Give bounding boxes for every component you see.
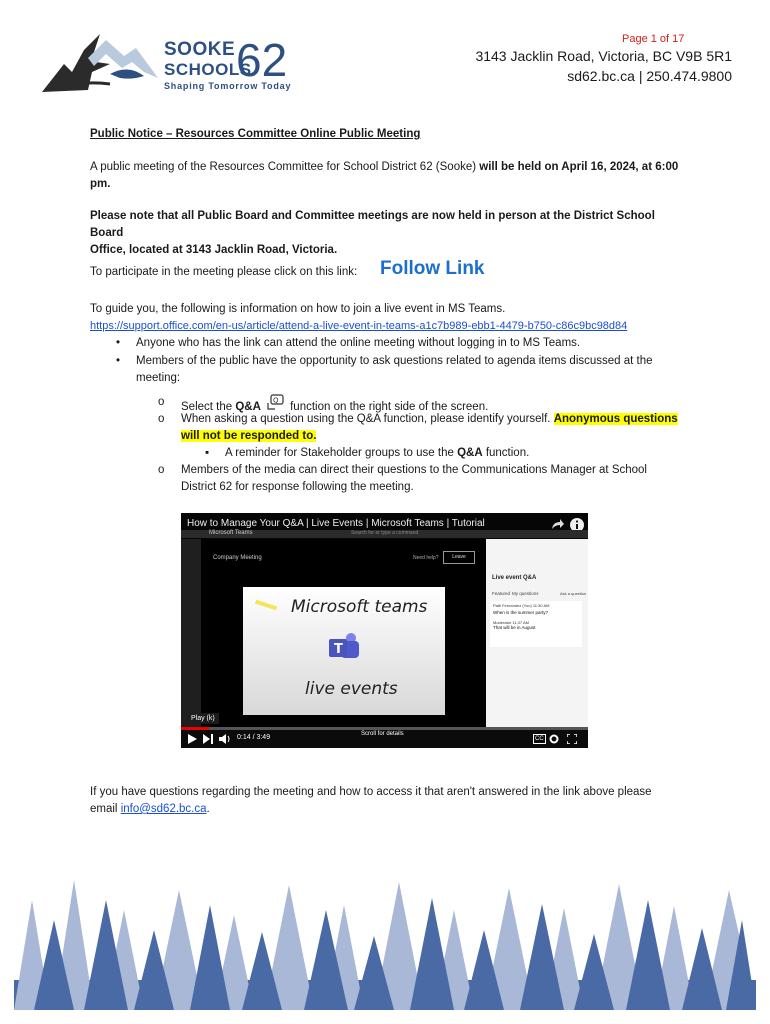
progress-fill (181, 727, 209, 730)
qa-tab-my[interactable]: My questions (512, 591, 539, 596)
tree-line-icon (14, 870, 756, 1010)
select-pre: Select the (181, 401, 236, 413)
whiteboard-title: Microsoft teams (291, 597, 428, 617)
sooke-logo-icon (40, 28, 165, 98)
whiteboard-subtitle: live events (305, 679, 398, 699)
in-person-note (90, 208, 690, 259)
district-logo (40, 28, 300, 98)
teams-logo-icon (327, 631, 361, 661)
select-post: function on the right side of the screen. (290, 401, 489, 413)
intro-date: will be held on April 16, 2024, at 6:00 (479, 161, 679, 173)
play-icon[interactable] (187, 734, 197, 744)
sub-marker: o (158, 464, 165, 476)
play-tooltip: Play (k) (187, 713, 219, 724)
sub-marker: o (158, 413, 165, 425)
qa-panel (486, 539, 588, 729)
video-time: 0:14 / 3:49 (237, 734, 271, 741)
scroll-hint: Scroll for details (361, 731, 404, 737)
media-line-1: Members of the media can direct their questions to the Communications Manager at School (181, 464, 647, 476)
select-qa-bold: Q&A (235, 401, 261, 413)
qa-panel-title: Live event Q&A (492, 575, 537, 581)
reminder-pre: A reminder for Stakeholder groups to use the (225, 447, 458, 459)
address-street: 3143 Jacklin Road, Victoria, BC V9B 5R1 (475, 48, 732, 64)
reminder-post: function. (482, 447, 530, 459)
guide-text: To guide you, the following is information on how to join a live event in MS Teams. (90, 303, 506, 315)
note-line-2: Office, located at 3143 Jacklin Road, Victoria. (90, 244, 338, 256)
bullet-anyone: Anyone who has the link can attend the online meeting without logging in to MS Teams. (136, 337, 581, 349)
closing-line-2 (90, 801, 710, 818)
svg-text:Q: Q (273, 396, 279, 405)
sub-marker: o (158, 396, 165, 408)
asking-pre: When asking a question using the Q&A function, please identify yourself. (181, 413, 554, 425)
share-icon[interactable] (551, 518, 565, 530)
sub-media (181, 462, 681, 496)
qa-tab-featured[interactable]: Featured (492, 591, 511, 596)
anonymous-warning: Anonymous questions (553, 413, 678, 425)
marker-stroke (255, 600, 277, 611)
q1-text: When is the summer party? (493, 610, 549, 615)
sub-reminder (225, 445, 529, 462)
q2-text: That will be in August (493, 625, 536, 630)
note-line-1: Please note that all Public Board and Committee meetings are now held in person at the District School Board (90, 210, 655, 239)
leave-button[interactable]: Leave (443, 551, 475, 564)
meeting-name: Company Meeting (213, 555, 262, 561)
bullet-members: Members of the public have the opportunity to ask questions related to agenda items discussed at the (136, 355, 653, 367)
logo-62-text: 62 (236, 34, 288, 86)
bullet-members-cont: meeting: (136, 372, 181, 384)
sub-asking (181, 411, 681, 445)
district-address (470, 46, 732, 86)
logo-sooke-text: SOOKE (164, 39, 236, 60)
bullet-dot: • (116, 355, 121, 367)
skip-icon[interactable] (203, 734, 213, 744)
intro-paragraph (90, 159, 690, 193)
media-line-2: District 62 for response following the meeting. (181, 481, 414, 493)
teams-app-name: Microsoft Teams (209, 530, 253, 536)
participate-text: To participate in the meeting please click on this link: (90, 266, 358, 278)
q2-author: Moderator 11:37 AM (493, 620, 529, 625)
video-title: How to Manage Your Q&A | Live Events | Microsoft Teams | Tutorial (187, 518, 485, 529)
follow-link[interactable]: Follow Link (380, 258, 485, 279)
qa-ask[interactable]: Ask a question (560, 591, 587, 596)
reminder-qa-bold: Q&A (457, 447, 483, 459)
anonymous-warning-cont: will not be responded to. (181, 430, 317, 442)
notice-title: Public Notice – Resources Committee Online Public Meeting (90, 128, 421, 140)
guide-url-link[interactable]: https://support.office.com/en-us/article/attend-a-live-event-in-teams-a1c7b989-ebb1-4479-b750-c86c9bc98d84 (90, 320, 628, 332)
intro-time: pm. (90, 178, 111, 190)
teams-rail (181, 539, 201, 729)
cc-button[interactable]: CC (535, 736, 544, 742)
logo-tagline: Shaping Tomorrow Today (164, 81, 292, 91)
tutorial-video[interactable] (181, 513, 588, 748)
closing-email-post: . (206, 803, 210, 815)
whiteboard (243, 587, 445, 715)
intro-plain: A public meeting of the Resources Committee for School District 62 (Sooke) (90, 161, 480, 173)
email-link[interactable]: info@sd62.bc.ca (120, 803, 207, 815)
address-contact: sd62.bc.ca | 250.474.9800 (567, 68, 732, 84)
q1-author: Patti Fernandez (You) 11:30 AM (493, 603, 550, 608)
progress-track[interactable] (181, 727, 588, 730)
qa-icon (266, 394, 288, 412)
fullscreen-icon[interactable] (567, 734, 577, 744)
bullet-dot: • (116, 337, 121, 349)
logo-schools-text: SCHOOLS (164, 60, 252, 79)
closing-email-pre: email (90, 803, 121, 815)
page-indicator: Page 1 of 17 (622, 33, 685, 45)
sub-sub-marker: ▪ (205, 447, 210, 459)
teams-search: Search for or type a command (351, 530, 419, 536)
need-help: Need help? (413, 555, 439, 561)
closing-line-1: If you have questions regarding the meeting and how to access it that aren't answered in the link above please (90, 786, 652, 798)
volume-icon[interactable] (219, 734, 231, 744)
closing-paragraph (90, 784, 710, 818)
svg-text:T: T (334, 642, 343, 657)
settings-icon[interactable] (549, 734, 559, 744)
qa-thread (490, 601, 582, 647)
